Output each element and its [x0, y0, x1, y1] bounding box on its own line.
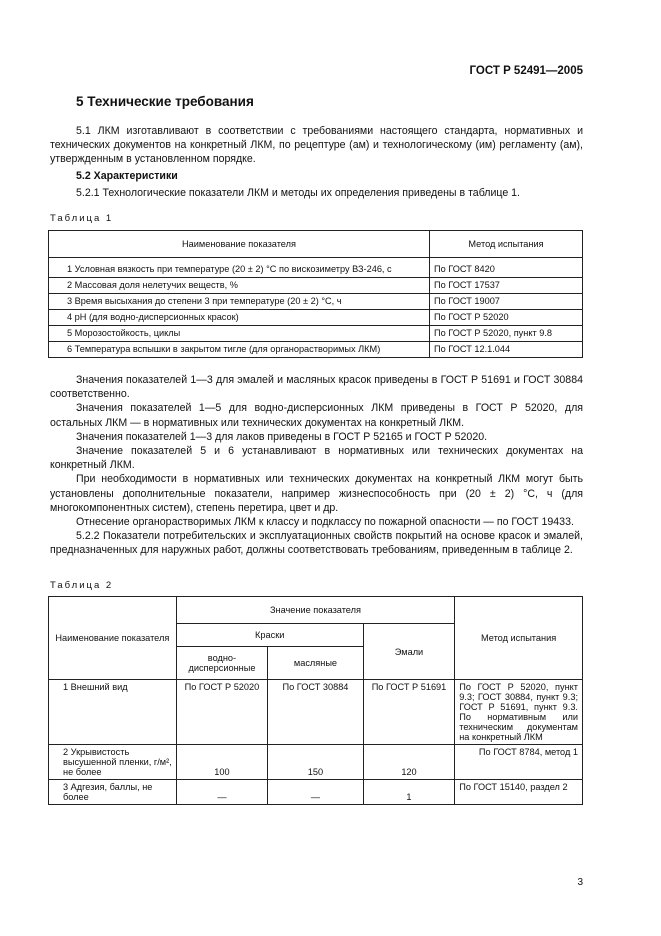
table2-cell-enamel: По ГОСТ Р 51691: [363, 680, 455, 745]
table1-cell-method: По ГОСТ 8420: [430, 258, 583, 278]
table2-cell-enamel: 120: [363, 745, 455, 780]
table2-cell-name: 1 Внешний вид: [49, 680, 177, 745]
table-row: [49, 294, 583, 310]
table1-cell-name: 5 Морозостойкость, циклы: [49, 326, 430, 342]
table1-cell-method: По ГОСТ 17537: [430, 278, 583, 294]
table1-cell-name: 4 pH (для водно-дисперсионных красок): [49, 310, 430, 326]
table2-header-oil: масляные: [268, 647, 364, 680]
table2-cell-method: По ГОСТ 8784, метод 1: [455, 745, 583, 780]
paragraph: Значение показателей 5 и 6 устанавливают в нормативных или технических документах на конкретный ЛКМ.: [50, 445, 583, 472]
table1-caption: Таблица 1: [50, 213, 114, 224]
table-row: [49, 780, 583, 805]
text-block-5-1: [50, 124, 583, 200]
table2-header-method: Метод испытания: [455, 597, 583, 680]
table2-header-name: Наименование показателя: [49, 597, 177, 680]
table-1: [48, 230, 583, 358]
table-row: [49, 342, 583, 358]
paragraph-5-2-1: 5.2.1 Технологические показатели ЛКМ и методы их определения приведены в таблице 1.: [76, 186, 520, 199]
table2-cell-oil: По ГОСТ 30884: [268, 680, 364, 745]
table2-cell-method: По ГОСТ 15140, раздел 2: [455, 780, 583, 805]
table1-header-method: Метод испытания: [430, 231, 583, 258]
table2-cell-water: По ГОСТ Р 52020: [176, 680, 268, 745]
table1-cell-method: По ГОСТ Р 52020, пункт 9.8: [430, 326, 583, 342]
table2-header-paints: Краски: [176, 624, 363, 647]
paragraph-5-1: 5.1 ЛКМ изготавливают в соответствии с требованиями настоящего стандарта, нормативных и технических документов на конкретный ЛКМ, по рецептуре (ам) и технологическому (им) регламенту (ам), утвержденным в установленном порядке.: [50, 125, 583, 166]
table-row: [49, 326, 583, 342]
table1-cell-method: По ГОСТ 19007: [430, 294, 583, 310]
table2-cell-name: 2 Укрывистость высушенной пленки, г/м², не более: [49, 745, 177, 780]
table1-cell-name: 6 Температура вспышки в закрытом тигле (для органорастворимых ЛКМ): [49, 342, 430, 358]
heading-5-2: 5.2 Характеристики: [76, 169, 178, 182]
section-title: 5 Технические требования: [76, 94, 254, 109]
table2-caption: Таблица 2: [50, 580, 114, 591]
table2-header-enamel: Эмали: [363, 624, 455, 680]
table-row: [49, 310, 583, 326]
table-row: [49, 680, 583, 745]
table2-cell-enamel: 1: [363, 780, 455, 805]
paragraph: Значения показателей 1—5 для водно-дисперсионных ЛКМ приведены в ГОСТ Р 52020, для остальных ЛКМ — в нормативных или технических документах на конкретный ЛКМ.: [50, 402, 583, 429]
table1-cell-method: По ГОСТ Р 52020: [430, 310, 583, 326]
table2-cell-name: 3 Адгезия, баллы, не более: [49, 780, 177, 805]
table1-cell-name: 1 Условная вязкость при температуре (20 ± 2) °С по вискозиметру ВЗ-246, с: [49, 258, 430, 278]
page-number: 3: [577, 877, 583, 888]
text-block-middle: [50, 373, 583, 558]
paragraph: Значения показателей 1—3 для эмалей и масляных красок приведены в ГОСТ Р 51691 и ГОСТ 30884 соответственно.: [50, 374, 583, 401]
table-2: [48, 596, 583, 805]
table-row: [49, 745, 583, 780]
table2-cell-oil: —: [268, 780, 364, 805]
paragraph: Значения показателей 1—3 для лаков приведены в ГОСТ Р 52165 и ГОСТ Р 52020.: [76, 430, 488, 443]
paragraph-5-2-2: 5.2.2 Показатели потребительских и эксплуатационных свойств покрытий на основе красок и эмалей, предназначенных для наружных работ, должны соответствовать требованиям, приведенным в таблице 2.: [50, 530, 583, 557]
table2-header-water: водно-дисперсионные: [176, 647, 268, 680]
table-row: [49, 258, 583, 278]
table2-header-value: Значение показателя: [176, 597, 455, 624]
table-row: [49, 278, 583, 294]
paragraph: При необходимости в нормативных или технических документах на конкретный ЛКМ могут быть установлены дополнительные показатели, например жизнеспособность при (20 ± 2) °С, ч (для многокомпонентных систем), степень перетира, цвет и др.: [50, 473, 583, 514]
document-id: ГОСТ Р 52491—2005: [469, 65, 583, 77]
table1-cell-name: 3 Время высыхания до степени 3 при температуре (20 ± 2) °С, ч: [49, 294, 430, 310]
table1-header-name: Наименование показателя: [49, 231, 430, 258]
table2-cell-water: —: [176, 780, 268, 805]
table2-cell-method: По ГОСТ Р 52020, пункт 9.3; ГОСТ 30884, пункт 9.3; ГОСТ Р 51691, пункт 9.3. По нормативным или техническим документам на конкретный ЛКМ: [455, 680, 583, 745]
table2-cell-oil: 150: [268, 745, 364, 780]
paragraph: Отнесение органорастворимых ЛКМ к классу и подклассу по пожарной опасности — по ГОСТ 19433.: [76, 516, 574, 529]
table1-cell-name: 2 Массовая доля нелетучих веществ, %: [49, 278, 430, 294]
table1-cell-method: По ГОСТ 12.1.044: [430, 342, 583, 358]
table2-cell-water: 100: [176, 745, 268, 780]
